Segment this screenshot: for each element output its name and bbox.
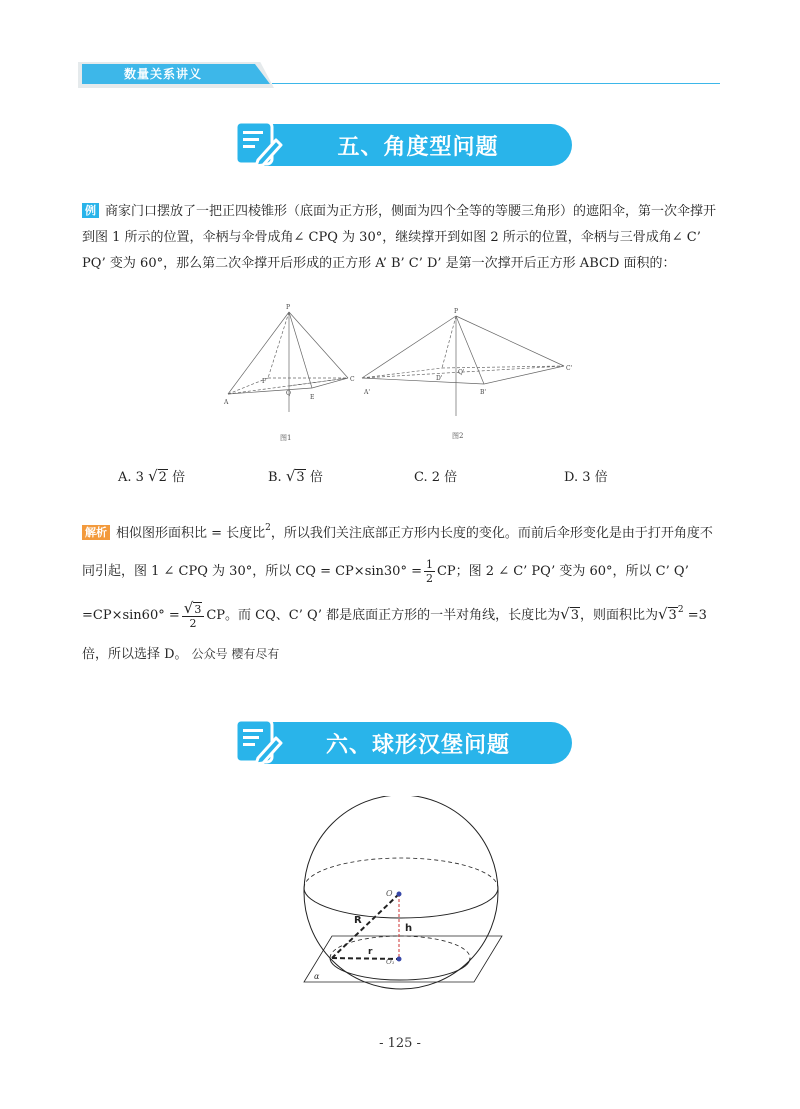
page-number: - 125 - [379, 1036, 421, 1051]
header-title: 数量关系讲义 [124, 67, 203, 81]
fig1-label-q: Q [286, 390, 291, 397]
example-tag: 例 [82, 203, 99, 218]
fig2-label-q: Q' [458, 369, 465, 376]
fig1-caption: 图1 [280, 434, 292, 442]
sphere-label-o: O [386, 889, 393, 898]
handwritten-note: 公众号 樱有尽有 [191, 647, 280, 661]
figure-1-pyramid [222, 302, 372, 450]
fraction-half: $\frac{1}{2}$ [425, 558, 433, 585]
choice-d: D. 3 倍 [564, 470, 608, 485]
fig2-caption: 图2 [452, 432, 464, 440]
notepad-pencil-icon [232, 118, 284, 170]
fig2-label-a: A' [364, 389, 370, 396]
section-title: 五、角度型问题 [337, 135, 499, 160]
section-title: 六、球形汉堡问题 [325, 733, 510, 758]
fig1-label-f: F [262, 378, 267, 385]
fig1-label-a: A [224, 399, 229, 406]
center-point-o1 [397, 957, 402, 962]
fig1-label-p: P [286, 304, 291, 311]
header-rule [272, 83, 720, 84]
sphere-figure [298, 796, 506, 992]
fraction-sqrt3-over-2: $\frac{√3}{2}$ [182, 602, 205, 630]
choice-a: A. 3 √2 倍 [118, 467, 186, 485]
center-point-o [397, 892, 402, 897]
analysis-tag: 解析 [82, 525, 110, 540]
fig1-label-c: C [350, 376, 355, 383]
sphere-label-alpha: α [314, 972, 320, 981]
sphere-label-o1: O₁ [386, 958, 395, 966]
choice-c: C. 2 倍 [414, 470, 458, 485]
sphere-label-r-radius: R [354, 915, 362, 926]
choice-b: B. √3 倍 [268, 467, 323, 485]
fig2-label-b: B' [480, 389, 487, 396]
notepad-pencil-icon [232, 716, 284, 768]
figure-2-pyramid [356, 304, 582, 450]
fig2-label-p: P [454, 308, 459, 315]
example-text: 商家门口摆放了一把正四棱锥形（底面为正方形，侧面为四个全等的等腰三角形）的遮阳伞，第一次伞撑开到图 1 所示的位置，伞柄与伞骨成角∠ CPQ 为 30°，继续撑开到如图 2 所示的位置，伞柄与三骨成角∠ C’ PQ’ 变为 60°，那么第二次伞撑开后形成的正方形 A’ B’ C’ D’ 是第一次撑开后正方形 ABCD 面积的： [82, 204, 717, 271]
fig2-label-c: C' [566, 365, 573, 372]
fig1-label-e: E [310, 394, 315, 401]
fig2-label-d: D' [436, 375, 443, 382]
example-question [82, 199, 722, 277]
answer-choices [118, 466, 678, 488]
section-banner-5 [232, 118, 572, 170]
sphere-label-h: h [405, 923, 413, 934]
analysis-text: 解析 相似图形面积比 = 长度比$^2$，所以我们关注底部正方形内长度的变化。而前后伞形变化是由于打开角度不同引起，图 1 ∠ CPQ 为 30°，所以 CQ = CP×sin30° = $\frac{1}{2}$ CP；图 2 ∠ C’ PQ’ 变为 60°，所以 C’ Q’ =CP×sin60° = $\frac{√3}{2}$ CP。而 CQ、C’ Q’ 都是底面正方形的一半对角线，长度比为√3，则面积比为$√3^2 =3$ 倍，所以选择 D。 公众号 樱有尽有 [82, 523, 713, 662]
sphere-label-r-small: r [368, 947, 373, 957]
section-banner-6 [232, 716, 572, 768]
